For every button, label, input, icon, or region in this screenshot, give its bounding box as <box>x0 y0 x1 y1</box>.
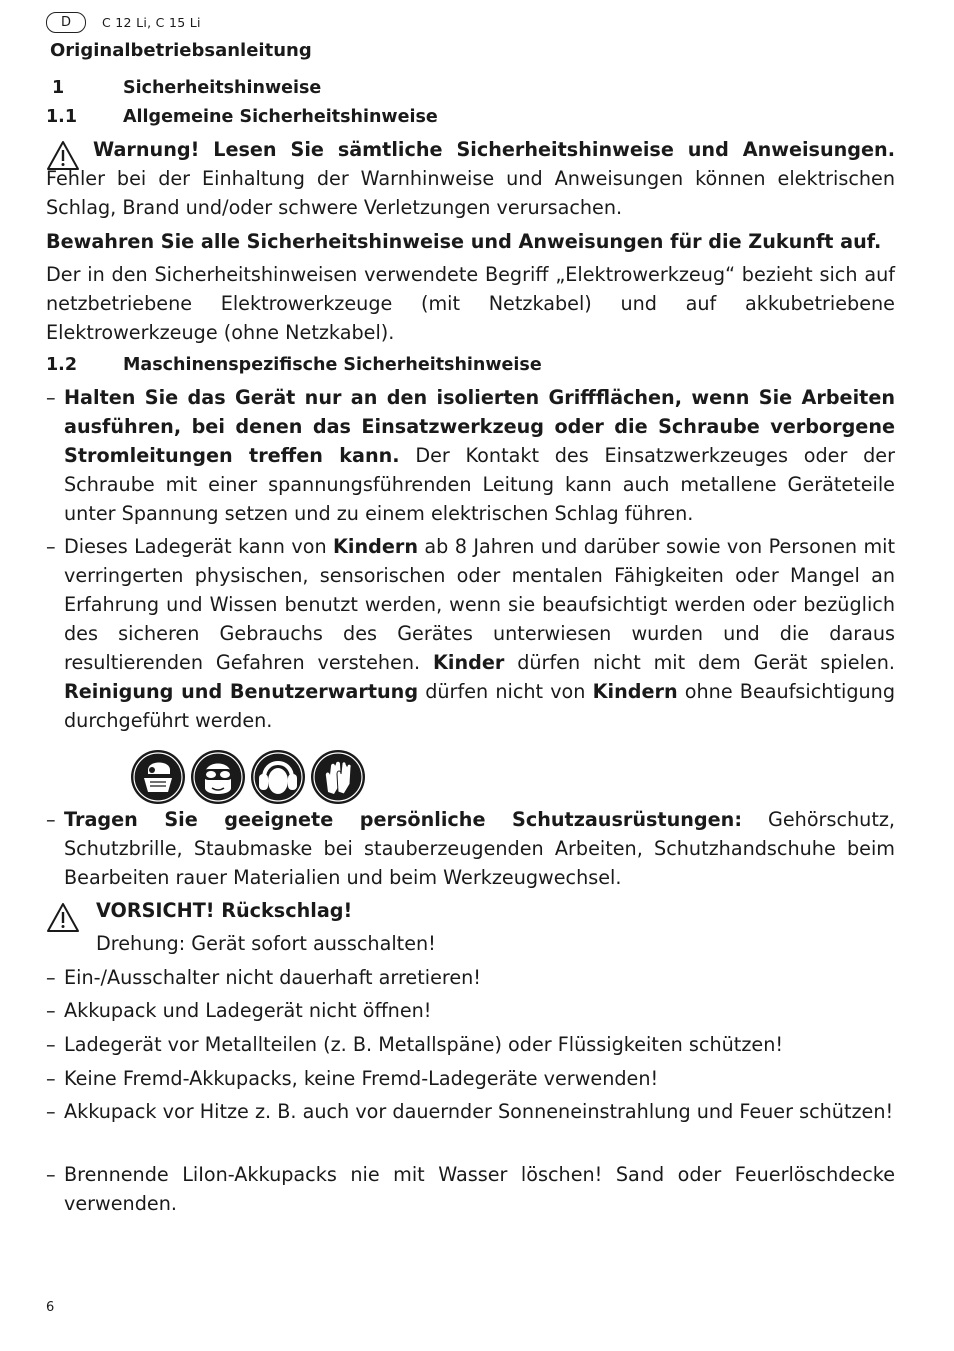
list-item-ppe <box>46 805 895 895</box>
warning-text: Fehler bei der Einhaltung der Warnhinweise und Anweisungen können elektrischen Schlag, Brand und/oder schwere Verletzungen verursachen. <box>46 167 895 219</box>
item-bold: Tragen Sie geeignete persönliche Schutzausrüstungen: <box>64 808 743 831</box>
section-number: 1.1 <box>46 107 78 127</box>
item-bold: Kindern <box>333 535 419 558</box>
section-title: Allgemeine Sicherheitshinweise <box>123 107 438 127</box>
item-text: dürfen nicht mit dem Gerät spielen. <box>504 651 895 674</box>
item-text: dürfen nicht von <box>418 680 593 703</box>
list-dash: – <box>46 966 56 989</box>
page-header <box>46 12 201 33</box>
list-dash: – <box>46 1067 56 1090</box>
list-item-open <box>46 996 895 1026</box>
item-bold: Halten Sie das Gerät nur an den isolierten Griffflächen, wenn Sie Arbeiten ausführen, bei denen das Einsatzwerkzeug oder die Schraube verborgene Stromleitungen treffen kann. <box>64 386 895 467</box>
list-dash: – <box>46 1163 56 1186</box>
model-names: C 12 Li, C 15 Li <box>102 15 201 30</box>
item-text: Der Kontakt des Einsatzwerkzeuges oder der Schraube mit einer spannungsführenden Leitung kann auch metallene Geräteteile unter Spannung setzen und zu einem elektrischen Schlag führen. <box>64 444 895 525</box>
page-number: 6 <box>46 1300 55 1315</box>
list-dash: – <box>46 535 56 558</box>
item-bold: Reinigung und Benutzerwartung <box>64 680 419 703</box>
safety-goggles-icon <box>190 748 246 806</box>
list-dash: – <box>46 1100 56 1123</box>
item-text: Dieses Ladegerät kann von <box>64 535 334 558</box>
section-heading-1-1 <box>46 107 646 131</box>
item-text: Akkupack und Ladegerät nicht öffnen! <box>64 999 432 1022</box>
document-title: Originalbetriebsanleitung <box>50 40 312 61</box>
item-text: Ladegerät vor Metallteilen (z. B. Metallspäne) oder Flüssigkeiten schützen! <box>64 1033 784 1056</box>
list-item-metal <box>46 1030 895 1060</box>
ppe-icons <box>130 748 366 806</box>
item-bold: Kinder <box>433 651 505 674</box>
item-text: Keine Fremd-Akkupacks, keine Fremd-Ladegeräte verwenden! <box>64 1067 659 1090</box>
section-number: 1 <box>52 78 65 98</box>
list-dash: – <box>46 999 56 1022</box>
gloves-icon <box>310 748 366 806</box>
list-dash: – <box>46 386 56 409</box>
list-dash: – <box>46 1033 56 1056</box>
keep-instructions: Bewahren Sie alle Sicherheitshinweise und Anweisungen für die Zukunft auf. <box>46 230 882 253</box>
section-heading-1-2 <box>46 355 696 379</box>
item-text: Ein-/Ausschalter nicht dauerhaft arretieren! <box>64 966 481 989</box>
caution-text: Drehung: Gerät sofort ausschalten! <box>96 932 436 955</box>
dust-mask-icon <box>130 748 186 806</box>
caution-title: VORSICHT! Rückschlag! <box>96 899 353 922</box>
section-heading-1 <box>52 78 652 102</box>
list-item-grip <box>46 383 895 528</box>
list-dash: – <box>46 808 56 831</box>
section-title: Sicherheitshinweise <box>123 78 322 98</box>
section-title: Maschinenspezifische Sicherheitshinweise <box>123 355 542 375</box>
item-text: ab 8 Jahren und darüber sowie von Personen mit verringerten physischen, sensorischen oder mentalen Fähigkeiten oder Mangel an Erfahrung und Wissen benutzt werden, wenn sie beaufsichtigt werden oder bezüglich des sicheren Gebrauchs des Gerätes unterwiesen wurden und die daraus resultierenden Gefahren verstehen. <box>64 535 895 674</box>
item-text: ohne Beaufsichtigung durchgeführt werden. <box>64 680 896 732</box>
item-text: Gehörschutz, Schutzbrille, Staubmaske bei stauberzeugenden Arbeiten, Schutzhandschuhe beim Bearbeiten rauer Materialien und beim Werkzeugwechsel. <box>64 808 896 889</box>
warning-paragraph <box>46 135 895 222</box>
warning-bold: Warnung! Lesen Sie sämtliche Sicherheitshinweise und Anweisungen. <box>93 138 895 161</box>
ear-protection-icon <box>250 748 306 806</box>
section-number: 1.2 <box>46 355 78 375</box>
caution-triangle-icon <box>46 902 80 934</box>
item-bold: Kindern <box>592 680 678 703</box>
list-item-heat <box>46 1097 895 1157</box>
list-item-foreign <box>46 1064 895 1094</box>
list-item-switch <box>46 963 895 993</box>
list-item-children <box>46 532 895 737</box>
item-text: Brennende LiIon-Akkupacks nie mit Wasser löschen! Sand oder Feuerlöschdecke verwenden. <box>64 1163 895 1215</box>
item-text: Akkupack vor Hitze z. B. auch vor dauernder Sonneneinstrahlung und Feuer schützen! <box>64 1100 894 1123</box>
term-paragraph: Der in den Sicherheitshinweisen verwendete Begriff „Elektrowerkzeug“ bezieht sich auf netzbetriebene Elektrowerkzeuge (mit Netzkabel) und auf akkubetriebene Elektrowerkzeuge (ohne Netzkabel). <box>46 263 895 344</box>
language-badge: D <box>46 12 86 33</box>
list-item-fire <box>46 1160 895 1220</box>
